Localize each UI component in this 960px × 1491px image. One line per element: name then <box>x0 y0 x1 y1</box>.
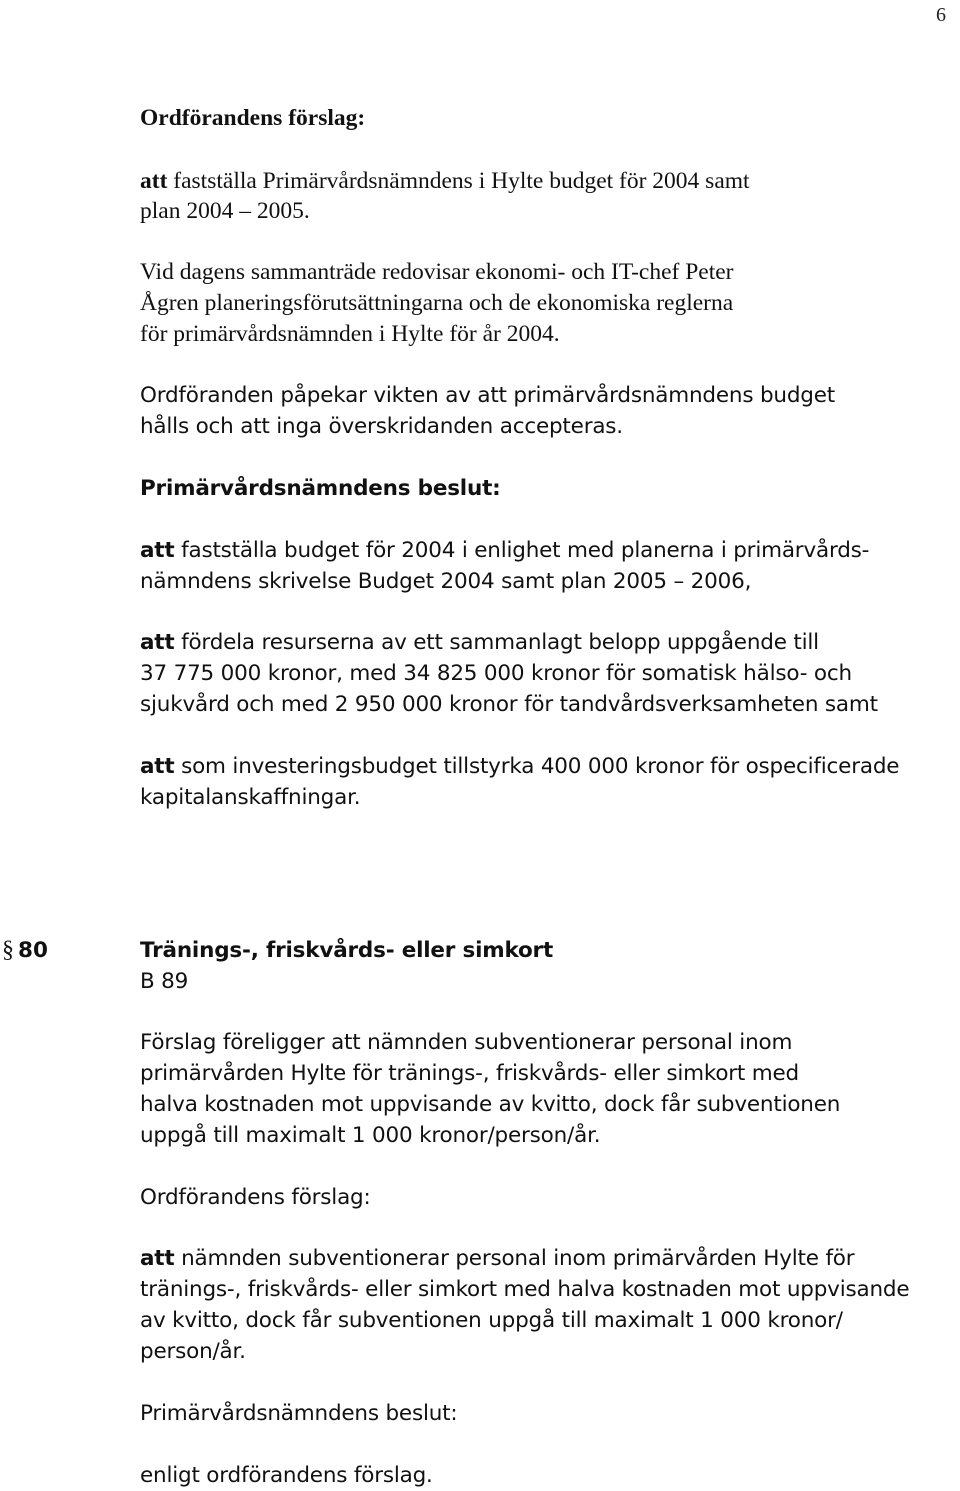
proposal-text: nämnden subventionerar personal inom primärvården Hylte för <box>174 1246 855 1271</box>
section-reference: B 89 <box>140 969 189 994</box>
proposal-line: tränings-, friskvårds- eller simkort med halva kostnaden mot uppvisande <box>140 1277 910 1302</box>
proposal-text: fastställa Primärvårdsnämndens i Hylte budget för 2004 samt <box>167 168 750 194</box>
paragraph-line: uppgå till maximalt 1 000 kronor/person/år. <box>140 1123 601 1148</box>
decision-text: fördela resurserna av ett sammanlagt belopp uppgående till <box>174 630 819 655</box>
att-keyword: att <box>140 538 175 563</box>
proposal-line: av kvitto, dock får subventionen uppgå till maximalt 1 000 kronor/ <box>140 1308 843 1333</box>
section-number <box>2 935 48 966</box>
decision-heading: Primärvårdsnämndens beslut: <box>140 1401 458 1426</box>
decision-line: kapitalanskaffningar. <box>140 785 361 810</box>
decision-heading: Primärvårdsnämndens beslut: <box>140 476 501 501</box>
paragraph-line: Förslag föreligger att nämnden subventionerar personal inom <box>140 1030 793 1055</box>
paragraph-line: halva kostnaden mot uppvisande av kvitto, dock får subventionen <box>140 1092 841 1117</box>
decision-text: fastställa budget för 2004 i enlighet med planerna i primärvårds- <box>174 538 870 563</box>
proposal-heading: Ordförandens förslag: <box>140 1185 371 1210</box>
proposal-line <box>140 166 750 196</box>
paragraph-line: primärvården Hylte för tränings-, friskvårds- eller simkort med <box>140 1061 800 1086</box>
decision-line <box>140 752 899 782</box>
section-symbol: § <box>2 937 14 963</box>
decision-text: enligt ordförandens förslag. <box>140 1463 433 1488</box>
att-keyword: att <box>140 1246 175 1271</box>
proposal-heading: Ordförandens förslag: <box>140 105 366 131</box>
proposal-line: plan 2004 – 2005. <box>140 198 310 224</box>
proposal-line: person/år. <box>140 1339 246 1364</box>
paragraph-line: Vid dagens sammanträde redovisar ekonomi- och IT-chef Peter <box>140 259 734 285</box>
proposal-line <box>140 1244 854 1274</box>
paragraph-line: för primärvårdsnämnden i Hylte för år 2004. <box>140 321 560 347</box>
decision-line: sjukvård och med 2 950 000 kronor för tandvårdsverksamheten samt <box>140 692 878 717</box>
att-keyword: att <box>140 754 175 779</box>
section-title: Tränings-, friskvårds- eller simkort <box>140 938 554 963</box>
paragraph-line: Ordföranden påpekar vikten av att primärvårdsnämndens budget <box>140 383 835 408</box>
decision-line <box>140 628 819 658</box>
decision-line: nämndens skrivelse Budget 2004 samt plan 2005 – 2006, <box>140 569 752 594</box>
decision-text: som investeringsbudget tillstyrka 400 000 kronor för ospecificerade <box>174 754 900 779</box>
decision-line: 37 775 000 kronor, med 34 825 000 kronor för somatisk hälso- och <box>140 661 852 686</box>
att-keyword: att <box>140 630 175 655</box>
decision-line <box>140 536 869 566</box>
paragraph-line: hålls och att inga överskridanden accepteras. <box>140 414 623 439</box>
paragraph-line: Ågren planeringsförutsättningarna och de ekonomiska reglerna <box>140 290 734 316</box>
page-number: 6 <box>936 4 946 26</box>
section-number-value: 80 <box>18 938 48 963</box>
att-keyword: att <box>140 168 168 194</box>
